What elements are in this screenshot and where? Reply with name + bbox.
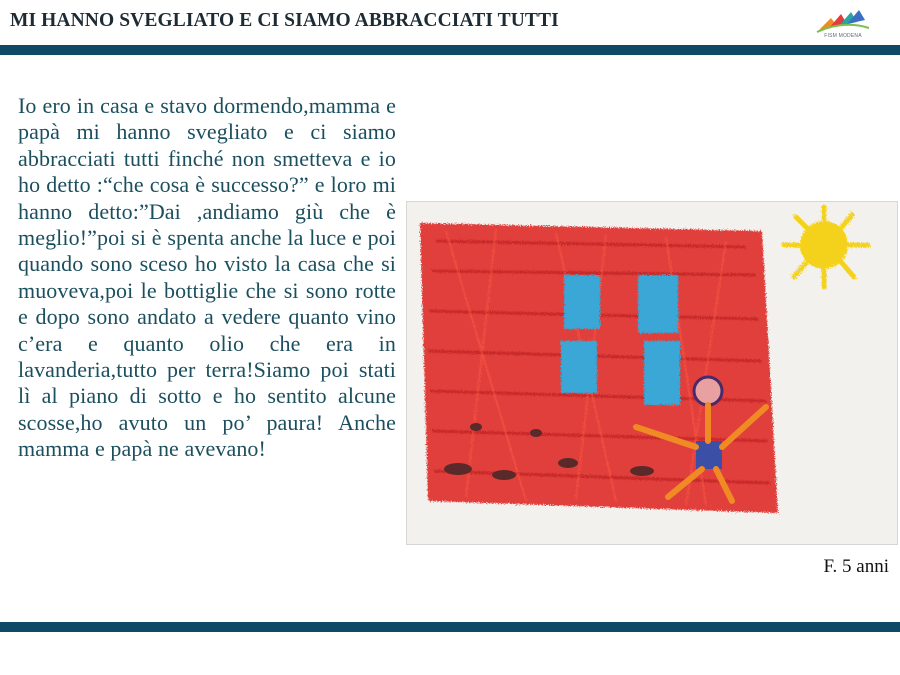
- fism-logo: [815, 8, 871, 42]
- drawing-caption: F. 5 anni: [823, 556, 889, 577]
- house-drawing: [420, 223, 778, 513]
- logo-text: FISM MODENA: [824, 33, 862, 39]
- story-text: Io ero in casa e stavo dormendo,mamma e papà mi hanno svegliato e ci siamo abbracciati tutti finché non smetteva e io ho detto :“che cosa è successo?” e loro mi hanno detto:”Dai ,andiamo giù che è meglio!”poi si è spenta anche la luce e poi quando sono sceso ho visto la casa che si muoveva,poi le bottiglie che si sono rotte e dopo sono andato a vedere quanto vino c’era e quanto olio che era in lavanderia,tutto per terra!Siamo poi stati lì al piano di sotto e ho sentito alcune scosse,ho avuto un po’ paura! Anche mamma e papà ne avevano!: [18, 93, 396, 462]
- page-title: MI HANNO SVEGLIATO E CI SIAMO ABBRACCIATI TUTTI: [10, 10, 559, 31]
- header-divider: [0, 45, 900, 55]
- footer-divider: [0, 622, 900, 632]
- logo-graphic: [815, 8, 871, 34]
- child-drawing: [406, 201, 898, 545]
